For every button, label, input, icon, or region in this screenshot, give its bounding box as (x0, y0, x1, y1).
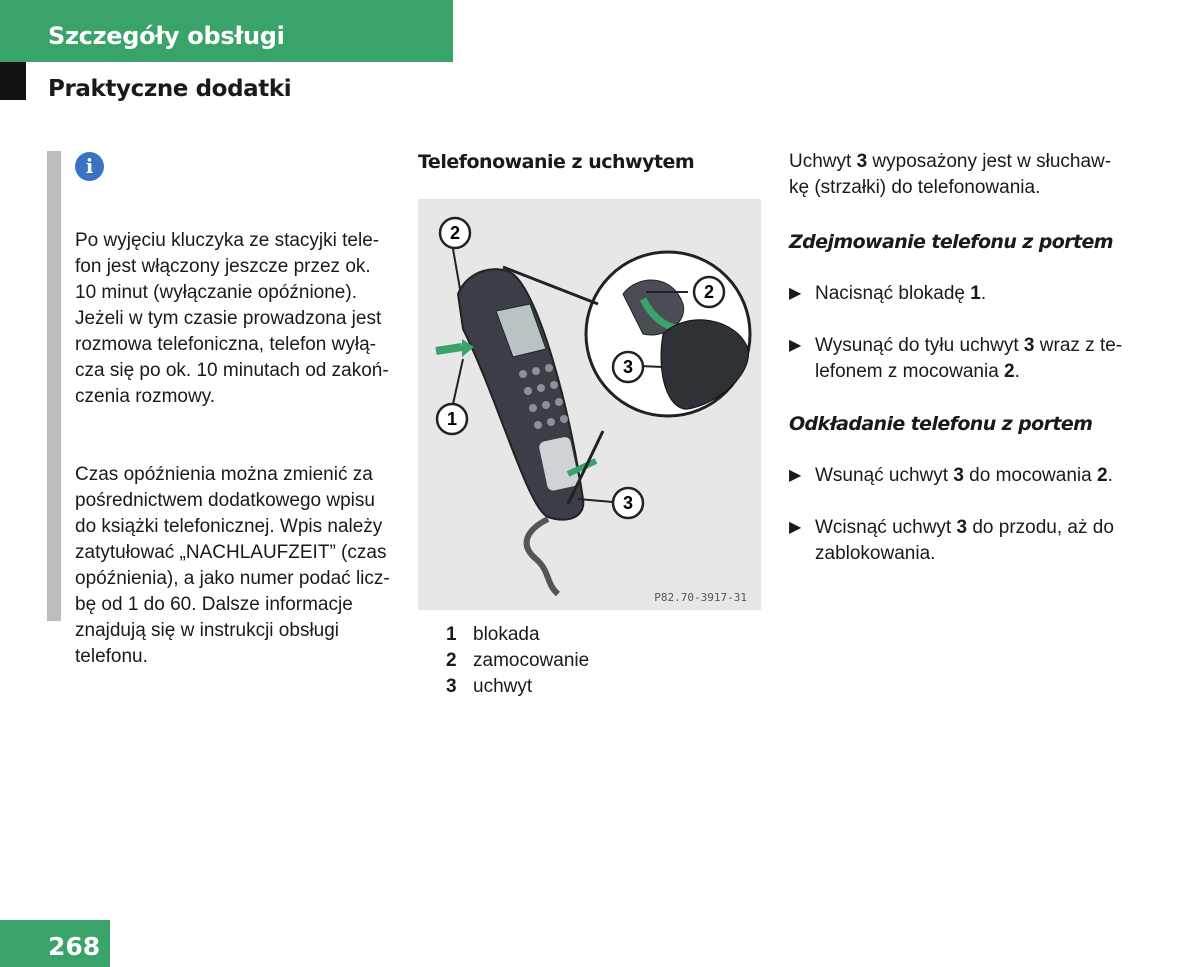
legend-label: zamocowanie (473, 650, 590, 671)
step-item (789, 333, 1134, 385)
legend-label: uchwyt (473, 676, 533, 697)
step-item (789, 463, 1134, 489)
note-paragraph-2: Czas opóźnienia można zmienić za pośrednictwem dodatkowego wpisu do książki telefonicznej. Wpis należy zatytułować „NACHLAUFZEIT” (czas opóźnienia), a jako numer podać licz- bę od 1 do 60. Dalsze informacje znajdują się w instrukcji obsługi telefonu. (75, 464, 390, 667)
intro-ref: 3 (856, 151, 868, 172)
page-title: Praktyczne dodatki (48, 76, 292, 102)
figure-heading: Telefonowanie z uchwytem (418, 151, 695, 173)
figure-code: P82.70-3917-31 (654, 591, 747, 604)
callout-2: 2 (449, 223, 461, 243)
note-bar (47, 151, 61, 621)
step-item (789, 281, 1134, 307)
legend-number: 2 (446, 650, 457, 671)
step-text: Wysunąć do tyłu uchwyt 3 wraz z te- lefonem z mocowania 2. (815, 335, 1123, 382)
callout-3-detail: 3 (622, 357, 634, 377)
instructions-column (789, 149, 1134, 593)
step-arrow-icon: ▶ (789, 467, 802, 484)
intro-part: wyposażony jest w słuchaw- kę (strzałki) do telefonowania. (789, 151, 1112, 198)
phone-illustration-svg (418, 199, 761, 610)
legend-number: 3 (446, 676, 457, 697)
info-icon: i (75, 152, 104, 181)
legend-item (446, 674, 589, 700)
phone-holder-illustration (418, 199, 761, 610)
subheading-insert: Odkładanie telefonu z portem (789, 413, 1093, 435)
legend-label: blokada (473, 624, 540, 645)
section-tab: Szczegóły obsługi (0, 0, 453, 62)
legend-item (446, 622, 589, 648)
step-text: Nacisnąć blokadę 1. (815, 283, 987, 304)
legend-item (446, 648, 589, 674)
section-marker (0, 62, 26, 100)
step-arrow-icon: ▶ (789, 519, 802, 536)
subheading-remove: Zdejmowanie telefonu z portem (789, 231, 1113, 253)
figure-legend (446, 622, 589, 700)
intro-text (789, 149, 1134, 201)
callout-3: 3 (622, 493, 634, 513)
step-text: Wsunąć uchwyt 3 do mocowania 2. (815, 465, 1113, 486)
step-arrow-icon: ▶ (789, 337, 802, 354)
note-text (75, 202, 395, 722)
step-arrow-icon: ▶ (789, 285, 802, 302)
intro-part: Uchwyt (789, 151, 857, 172)
step-text: Wcisnąć uchwyt 3 do przodu, aż do zablokowania. (815, 517, 1114, 564)
step-item (789, 515, 1134, 567)
legend-number: 1 (446, 624, 457, 645)
callout-2-detail: 2 (703, 282, 715, 302)
page-number: 268 (0, 920, 110, 967)
note-paragraph-1: Po wyjęciu kluczyka ze stacyjki tele- fon jest włączony jeszcze przez ok. 10 minut (wyłączanie opóźnione). Jeżeli w tym czasie prowadzona jest rozmowa telefoniczna, telefon wyłą- cza się po ok. 10 minutach od zakoń- czenia rozmowy. (75, 230, 389, 407)
callout-1: 1 (446, 409, 458, 429)
